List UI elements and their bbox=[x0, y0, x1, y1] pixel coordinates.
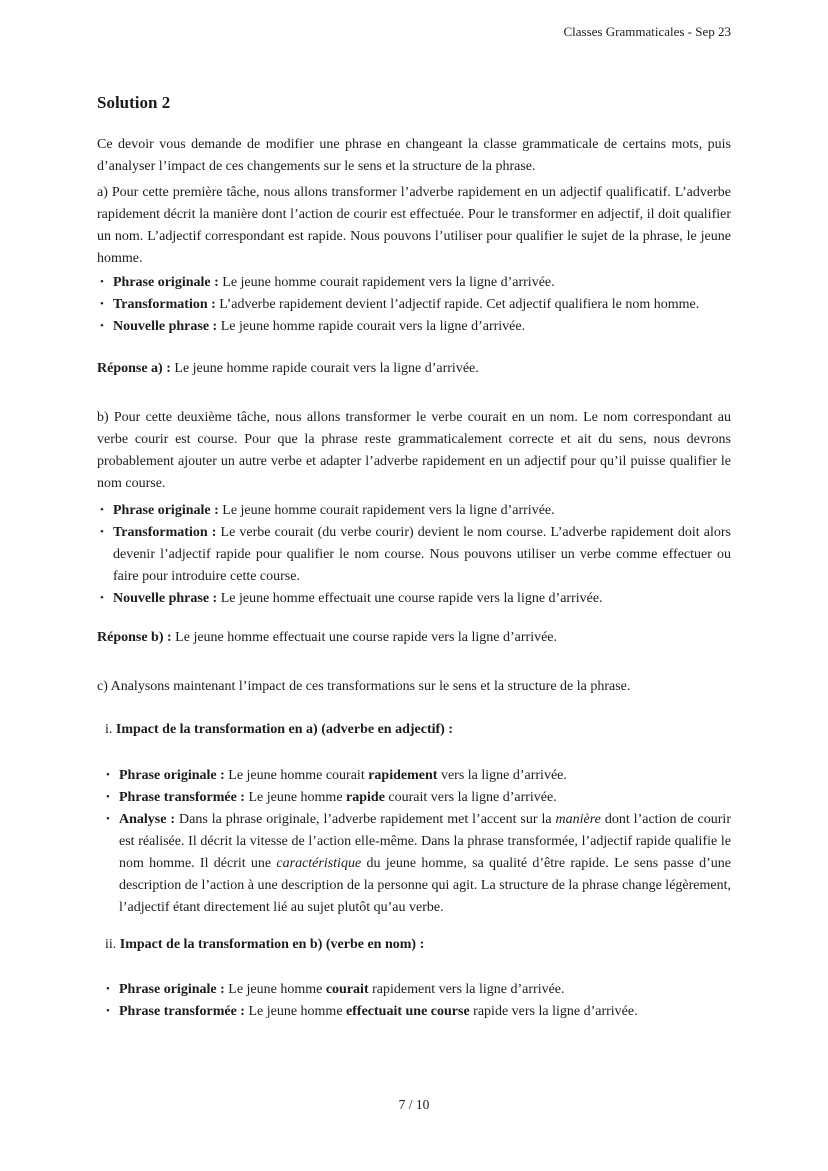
bullet-icon: • bbox=[100, 276, 104, 288]
list-item bbox=[106, 1001, 731, 1023]
page-header: Classes Grammaticales - Sep 23 bbox=[563, 24, 731, 39]
list-item-text: Nouvelle phrase : Le jeune homme rapide courait vers la ligne d’arrivée. bbox=[113, 319, 526, 334]
bullet-list-ii bbox=[106, 979, 731, 1023]
answer-b: Réponse b) : Le jeune homme effectuait une course rapide vers la ligne d’arrivée. bbox=[97, 630, 558, 645]
task-c-paragraph: c) Analysons maintenant l’impact de ces transformations sur le sens et la structure de la phrase. bbox=[97, 679, 631, 694]
bullet-list-a bbox=[100, 272, 731, 338]
list-item-text: Phrase originale : Le jeune homme courait rapidement vers la ligne d’arrivée. bbox=[119, 768, 567, 783]
list-item bbox=[100, 522, 731, 588]
list-item-text: Phrase originale : Le jeune homme courait rapidement vers la ligne d’arrivée. bbox=[119, 982, 565, 997]
list-item bbox=[100, 500, 731, 522]
bullet-icon: • bbox=[100, 298, 104, 310]
bullet-icon: • bbox=[106, 813, 110, 825]
list-item-text: Transformation : Le verbe courait (du verbe courir) devient le nom course. L’adverbe rapidement doit alors devenir l’adjectif rapide pour qualifier le nom course. Nous pouvons utiliser un verbe comme effectuer ou faire pour introduire cette course. bbox=[113, 525, 731, 584]
bullet-icon: • bbox=[106, 983, 110, 995]
intro-paragraph: Ce devoir vous demande de modifier une phrase en changeant la classe grammaticale de certains mots, puis d’analyser l’impact de ces changements sur le sens et la structure de la phrase. bbox=[97, 137, 731, 174]
list-item-text: Phrase originale : Le jeune homme courait rapidement vers la ligne d’arrivée. bbox=[113, 503, 555, 518]
list-item bbox=[100, 272, 731, 294]
list-item bbox=[100, 316, 731, 338]
bullet-icon: • bbox=[106, 1005, 110, 1017]
task-b-paragraph: b) Pour cette deuxième tâche, nous allons transformer le verbe courait en un nom. Le nom correspondant au verbe courir est course. Pour que la phrase reste grammaticalement correcte et ait du sens, nous devrons probablement ajouter un autre verbe et adapter l’adverbe rapidement en un adjectif pour qu’il puisse qualifier le nom course. bbox=[97, 410, 731, 491]
list-item bbox=[100, 294, 731, 316]
list-item bbox=[106, 787, 731, 809]
bullet-icon: • bbox=[106, 791, 110, 803]
bullet-list-b bbox=[100, 500, 731, 610]
bullet-icon: • bbox=[106, 769, 110, 781]
list-item-text: Phrase originale : Le jeune homme courait rapidement vers la ligne d’arrivée. bbox=[113, 275, 555, 290]
list-item-text: Nouvelle phrase : Le jeune homme effectuait une course rapide vers la ligne d’arrivée. bbox=[113, 591, 603, 606]
subsection-heading-i: i. Impact de la transformation en a) (adverbe en adjectif) : bbox=[105, 722, 453, 737]
list-item bbox=[106, 765, 731, 787]
list-item bbox=[106, 809, 731, 919]
list-item-text: Transformation : L’adverbe rapidement devient l’adjectif rapide. Cet adjectif qualifiera le nom homme. bbox=[113, 297, 700, 312]
task-a-paragraph: a) Pour cette première tâche, nous allons transformer l’adverbe rapidement en un adjectif qualificatif. L’adverbe rapidement décrit la manière dont l’action de courir est effectuée. Pour le transformer en adjectif, il doit qualifier un nom. L’adjectif correspondant est rapide. Nous pouvons l’utiliser pour qualifier le sujet de la phrase, le jeune homme. bbox=[97, 185, 731, 266]
answer-a: Réponse a) : Le jeune homme rapide courait vers la ligne d’arrivée. bbox=[97, 361, 479, 376]
page-title: Solution 2 bbox=[97, 93, 171, 112]
bullet-icon: • bbox=[100, 320, 104, 332]
page-number: 7 / 10 bbox=[398, 1097, 430, 1112]
list-item-text: Phrase transformée : Le jeune homme effectuait une course rapide vers la ligne d’arrivée. bbox=[119, 1004, 638, 1019]
subsection-heading-ii: ii. Impact de la transformation en b) (verbe en nom) : bbox=[105, 937, 425, 952]
list-item-text: Analyse : Dans la phrase originale, l’adverbe rapidement met l’accent sur la manière dont l’action de courir est réalisée. Il décrit la vitesse de l’action elle-même. Dans la phrase transformée, l’adjectif rapide qualifie le nom homme. Il décrit une caractéristique du jeune homme, sa qualité d’être rapide. Le sens passe d’une description de l’action à une description de la personne qui agit. La structure de la phrase change légèrement, l’adjectif étant directement lié au sujet plutôt qu’au verbe. bbox=[119, 812, 731, 915]
bullet-list-i bbox=[106, 765, 731, 919]
list-item bbox=[106, 979, 731, 1001]
bullet-icon: • bbox=[100, 504, 104, 516]
document-body bbox=[97, 93, 731, 1023]
list-item-text: Phrase transformée : Le jeune homme rapide courait vers la ligne d’arrivée. bbox=[119, 790, 557, 805]
bullet-icon: • bbox=[100, 592, 104, 604]
bullet-icon: • bbox=[100, 526, 104, 538]
list-item bbox=[100, 588, 731, 610]
